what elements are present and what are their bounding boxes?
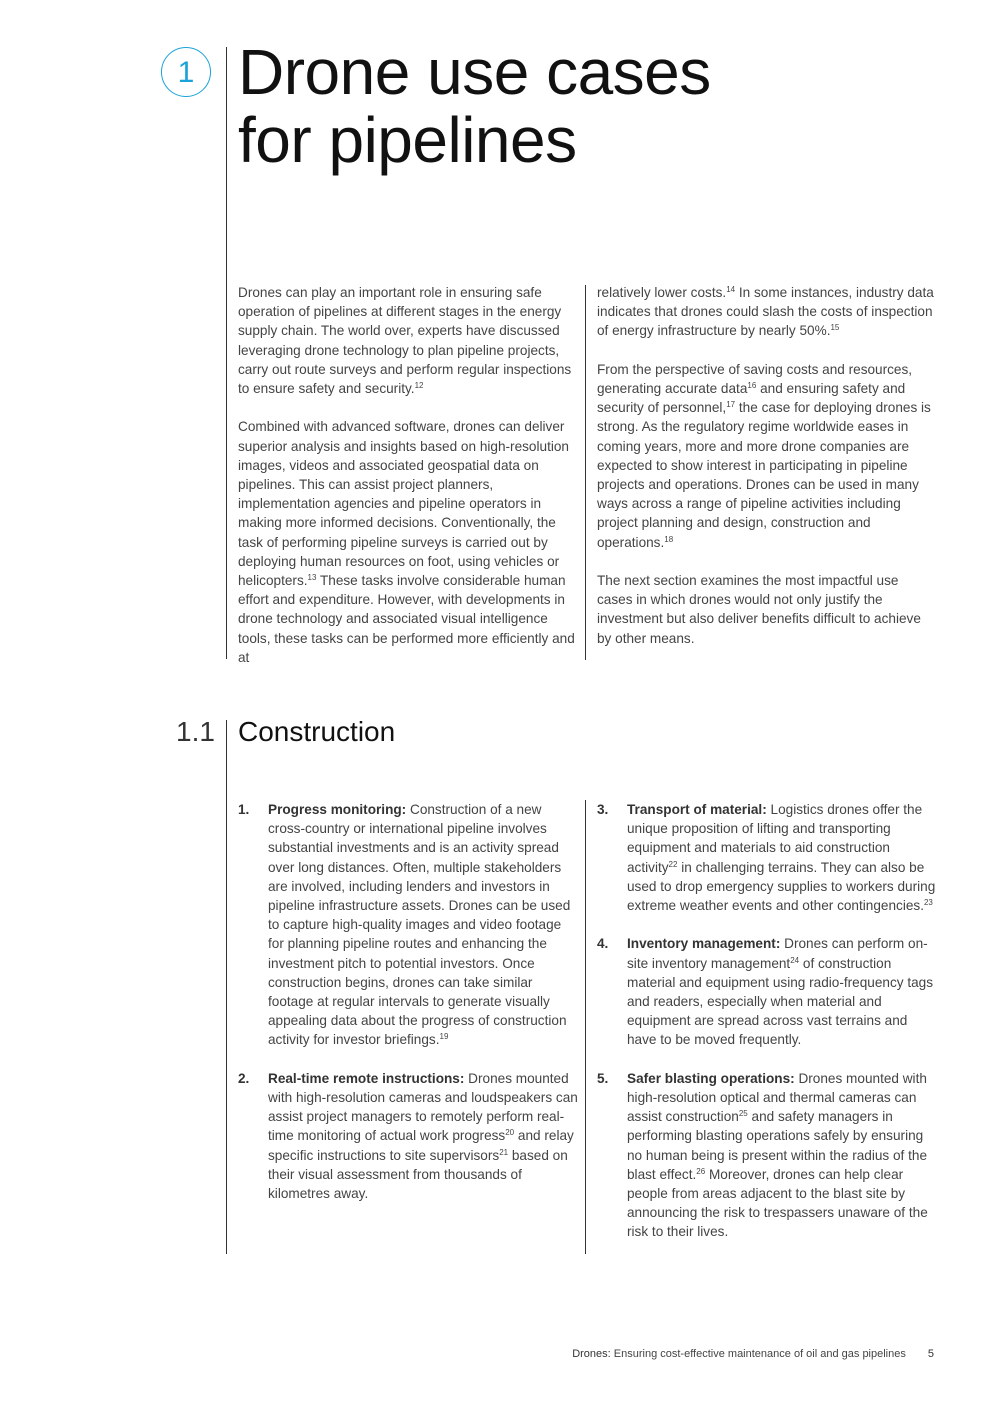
list-item-title: Real-time remote instructions: <box>268 1070 465 1086</box>
footnote-ref: 15 <box>830 323 840 333</box>
list-item-title: Inventory management: <box>627 936 781 952</box>
footnote-ref: 13 <box>307 573 317 583</box>
intro-paragraph: relatively lower costs.$^{14}$ In some instances, industry data indicates that drones could slash the costs of inspection of energy infrastructure by nearly 50%.$^{15}$ <box>597 285 934 339</box>
intro-paragraph: Drones can play an important role in ensuring safe operation of pipelines at different stages in the energy supply chain. The world over, experts have discussed leveraging drone technology to plan pipeline projects, carry out route surveys and perform regular inspections to ensure safety and security.$^{12}$ <box>238 285 572 397</box>
list-item-title: Progress monitoring: <box>268 802 407 817</box>
items-column-right <box>597 800 937 1242</box>
footnote-ref: 21 <box>499 1147 509 1157</box>
section-title: Construction <box>238 716 396 747</box>
list-item-number: 5. <box>597 1070 609 1086</box>
footnote-ref: 26 <box>696 1166 706 1176</box>
list-item-title: Transport of material: <box>627 802 767 817</box>
intro-column-right <box>597 283 937 648</box>
page-number: 5 <box>927 1348 934 1360</box>
chapter-number-badge: 1 <box>161 47 211 97</box>
footnote-ref: 20 <box>505 1128 515 1138</box>
list-item-number: 4. <box>597 936 609 952</box>
footnote-ref: 16 <box>747 381 757 390</box>
intro-paragraph: From the perspective of saving costs and resources, generating accurate data$^{16}$ and ensuring safety and security of personnel,$^{17}$ the case for deploying drones is strong. As the regulatory regime worldwide eases in coming years, more and more drone companies are expected to show interest in participating in pipeline projects and operations. Drones can be used in many ways across a range of pipeline activities including project planning and design, construction and operations.$^{18}$ <box>597 361 931 550</box>
chapter-divider-line <box>226 47 227 659</box>
section-number: 1.1 <box>176 716 215 747</box>
intro-paragraph: The next section examines the most impactful use cases in which drones would not only justify the investment but also deliver benefits difficult to achieve by other means. <box>597 573 921 646</box>
footnote-ref: 12 <box>414 381 424 391</box>
list-item: 1. Progress monitoring: Construction of a new cross-country or international pipeline involves substantial investments and is an activity spread over long distances. Often, multiple stakeholders are involved, including lenders and investors in pipeline infrastructure assets. Drones can be used to capture high-quality images and video footage for planning pipeline routes and enhancing the investment pitch to potential investors. Once construction begins, drones can take similar footage at regular intervals to generate visually appealing data about the progress of construction activity for investor briefings.$^{19}$ <box>238 802 571 1048</box>
column-divider <box>585 800 586 1254</box>
page-title-line-1: Drone use cases <box>238 36 711 108</box>
intro-paragraph: Combined with advanced software, drones can deliver superior analysis and insights based on high-resolution images, videos and associated geospatial data on pipelines. This can assist project planners, implementation agencies and pipeline operators in making more informed decisions. Conventionally, the task of performing pipeline surveys is carried out by deploying human resources on foot, using vehicles or helicopters.$^{13}$ These tasks involve considerable human effort and expenditure. However, with developments in drone technology and associated visual intelligence tools, these tasks can be performed more efficiently and at <box>238 419 575 665</box>
list-item-title: Safer blasting operations: <box>627 1070 795 1086</box>
list-item: 4. Inventory management: Drones can perform on-site inventory management$^{24}$ of construction material and equipment using radio-frequency tags and readers, especially when material and equipment are spread across vast terrains and have to be moved frequently. <box>597 936 934 1048</box>
list-item: 3. Transport of material: Logistics drones offer the unique proposition of lifting and transporting equipment and materials to aid construction activity$^{22}$ in challenging terrains. They can also be used to drop emergency supplies to workers during extreme weather events and other contingencies.$^{23}$ <box>597 802 936 914</box>
page-footer <box>572 1347 934 1361</box>
footer-brand: Drones: <box>572 1348 611 1360</box>
footnote-ref: 24 <box>790 955 800 965</box>
list-item: 5. Safer blasting operations: Drones mounted with high-resolution optical and thermal cameras can assist construction$^{25}$ and safety managers in performing blasting operations safely by ensuring no human being is present within the radius of the blast effect.$^{26}$ Moreover, drones can help clear people from areas adjacent to the blast site by announcing the risk to trespassers unaware of the risk to their lives. <box>597 1070 928 1240</box>
footnote-ref: 14 <box>726 285 736 294</box>
footnote-ref: 22 <box>668 859 678 869</box>
footnote-ref: 18 <box>664 534 674 544</box>
footnote-ref: 23 <box>923 898 933 908</box>
footnote-ref: 25 <box>738 1109 748 1119</box>
page-title-line-2: for pipelines <box>238 104 577 176</box>
list-item: 2. Real-time remote instructions: Drones mounted with high-resolution cameras and loudspeakers can assist project managers to remotely perform real-time monitoring of actual work progress$^{20}$ and relay specific instructions to site supervisors$^{21}$ based on their visual assessment from thousands of kilometres away. <box>238 1070 578 1202</box>
intro-column-left <box>238 283 578 667</box>
items-column-left <box>238 800 578 1203</box>
list-item-number: 1. <box>238 802 250 817</box>
footnote-ref: 19 <box>439 1032 449 1042</box>
list-item-number: 2. <box>238 1070 250 1086</box>
section-divider-line <box>226 720 227 1254</box>
list-item-number: 3. <box>597 802 609 817</box>
footnote-ref: 17 <box>726 400 736 410</box>
page-title <box>238 38 711 174</box>
column-divider <box>585 285 586 660</box>
footer-title: Ensuring cost-effective maintenance of oil and gas pipelines <box>610 1348 906 1360</box>
